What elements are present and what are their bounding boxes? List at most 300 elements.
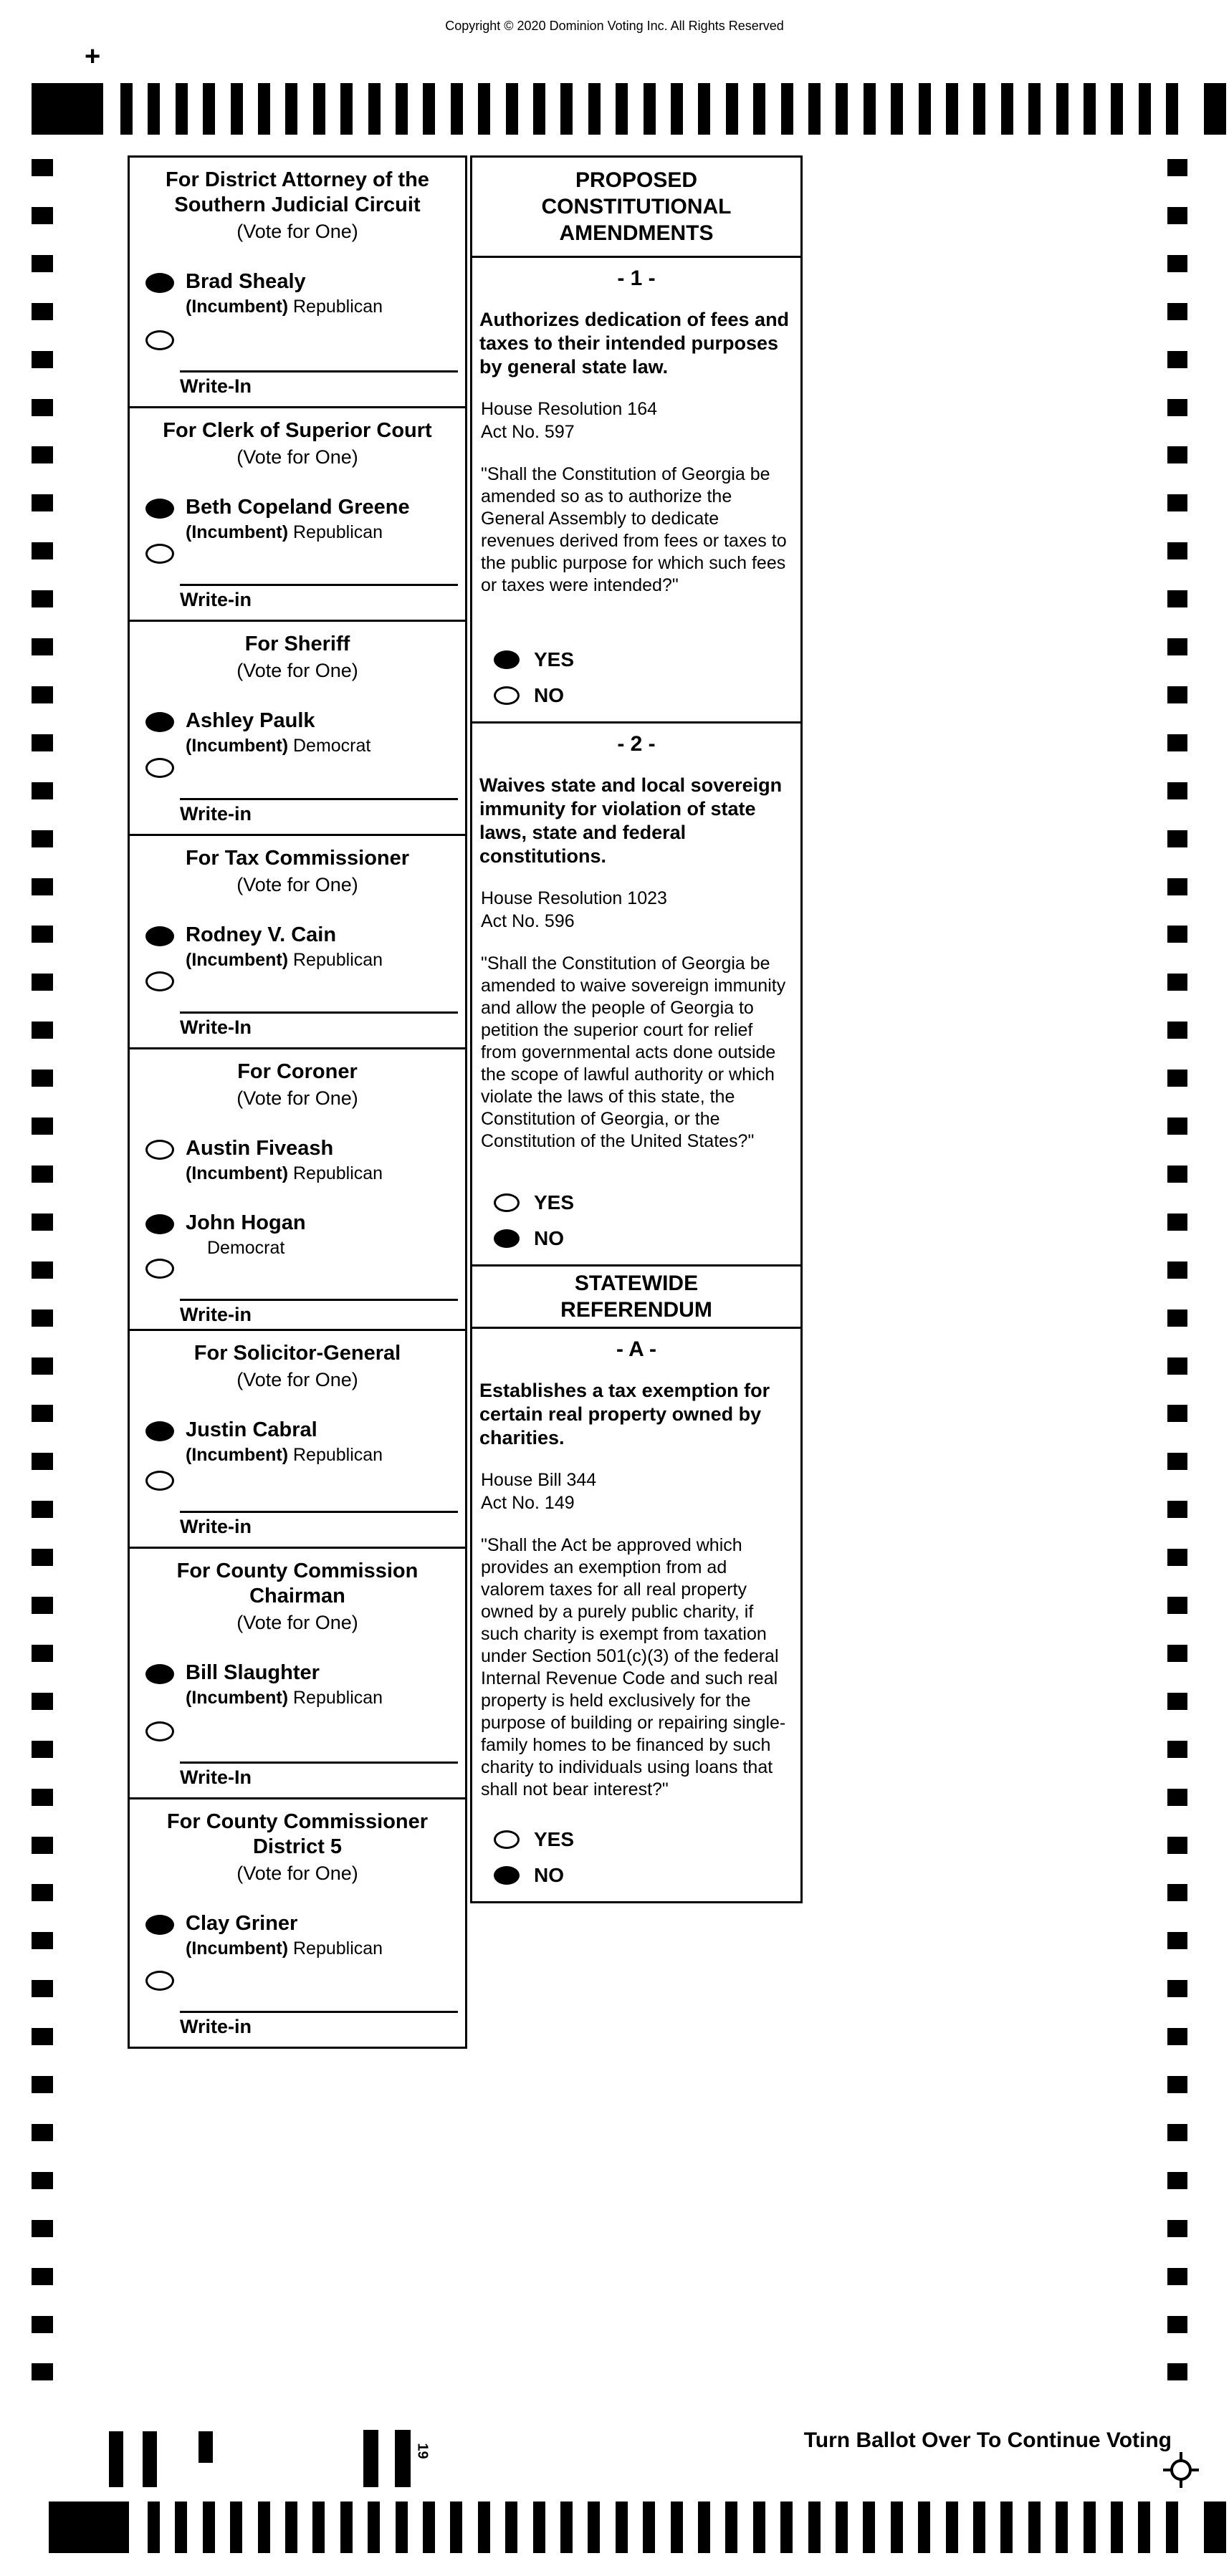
timing-mark	[946, 2501, 958, 2553]
measure-reference-line: Act No. 597	[481, 422, 575, 442]
timing-mark	[698, 2501, 710, 2553]
candidate-name: Clay Griner	[186, 1912, 298, 1935]
timing-mark	[231, 83, 243, 135]
measure-question: "Shall the Constitution of Georgia be amended to waive sovereign immunity and allow the people of Georgia to petition the superior court for relief from governmental acts done outside the scope of lawful authority or which violate the laws of this state, the Constitution of Georgia, or the Constitution of the United States?"	[481, 953, 786, 1151]
write-in-line[interactable]: Write-In	[180, 370, 458, 398]
candidate-row	[145, 1137, 465, 1184]
side-mark	[1167, 2268, 1187, 2285]
candidate-party	[186, 297, 383, 317]
incumbent-label: (Incumbent)	[186, 1938, 289, 1959]
timing-mark	[891, 2501, 903, 2553]
candidate-text	[186, 496, 410, 543]
timing-mark	[588, 83, 601, 135]
timing-mark	[1139, 83, 1151, 135]
measure-option-label: YES	[534, 1191, 575, 1213]
side-mark	[1167, 1261, 1187, 1279]
contest-title-line: For Clerk of Superior Court	[163, 419, 432, 442]
contest-2	[128, 622, 467, 836]
timing-mark	[258, 2501, 270, 2553]
write-in-line[interactable]: Write-in	[180, 1299, 458, 1326]
vote-for-one-label: (Vote for One)	[236, 446, 358, 468]
write-in-row	[145, 1721, 465, 1741]
side-mark	[32, 303, 53, 320]
timing-mark	[340, 2501, 353, 2553]
side-mark	[1167, 2124, 1187, 2141]
side-mark	[1167, 1597, 1187, 1614]
measure-reference-line: House Resolution 1023	[481, 888, 667, 908]
side-mark	[1167, 638, 1187, 655]
contest-title-line: For Solicitor-General	[193, 1342, 401, 1365]
party-label: Democrat	[207, 1238, 285, 1258]
stub-bar	[109, 2431, 123, 2487]
timing-mark	[1000, 2501, 1013, 2553]
side-mark	[1167, 2076, 1187, 2093]
timing-mark	[258, 83, 270, 135]
contest-title	[130, 846, 465, 871]
timing-mark	[478, 2501, 490, 2553]
write-in-line[interactable]: Write-In	[180, 1762, 458, 1789]
side-mark	[32, 159, 53, 176]
measure-option	[494, 648, 800, 671]
candidate-oval[interactable]	[145, 273, 174, 293]
vote-for-one-label: (Vote for One)	[236, 1863, 358, 1884]
side-mark	[32, 1501, 53, 1518]
measure-option-oval[interactable]	[494, 1229, 520, 1248]
measure-option-oval[interactable]	[494, 650, 520, 669]
candidate-oval[interactable]	[145, 1915, 174, 1935]
candidate-oval[interactable]	[145, 1140, 174, 1160]
measure-question: "Shall the Constitution of Georgia be amended so as to authorize the General Assembly to dedicate revenues derived from fees or taxes to the public purpose for which such fees or taxes were intended?"	[481, 464, 787, 595]
measures-header-line: PROPOSED	[575, 168, 698, 192]
side-mark	[1167, 494, 1187, 511]
write-in-row	[145, 758, 465, 778]
candidate-text	[186, 1211, 306, 1259]
contest-title	[130, 632, 465, 657]
write-in-line[interactable]: Write-in	[180, 584, 458, 611]
measure-option-label: YES	[534, 648, 575, 671]
timing-mark	[836, 83, 848, 135]
timing-mark	[148, 2501, 160, 2553]
party-label: Republican	[293, 1938, 383, 1959]
measure-summary: Establishes a tax exemption for certain real property owned by charities.	[479, 1380, 770, 1448]
write-in-oval[interactable]	[145, 758, 174, 778]
side-mark	[1167, 2220, 1187, 2237]
timing-mark	[203, 2501, 215, 2553]
contest-title	[130, 418, 465, 443]
timing-mark	[1166, 2501, 1178, 2553]
candidate-party	[186, 1445, 383, 1466]
measure-summary: Waives state and local sovereign immunity for violation of state laws, state and federal constitutions.	[479, 774, 783, 867]
incumbent-label: (Incumbent)	[186, 736, 289, 756]
measures-header-line: CONSTITUTIONAL	[541, 195, 732, 218]
timing-mark	[533, 83, 545, 135]
contest-3	[128, 836, 467, 1049]
party-label: Republican	[293, 1688, 383, 1708]
side-mark	[32, 1884, 53, 1901]
timing-block	[1204, 2501, 1226, 2553]
measure-4	[470, 1329, 803, 1903]
timing-mark	[891, 83, 903, 135]
candidate-name: Justin Cabral	[186, 1418, 317, 1441]
contest-title-line: For Sheriff	[244, 633, 350, 655]
timing-mark	[1084, 2501, 1096, 2553]
contest-title	[130, 1059, 465, 1085]
measure-option-label: NO	[534, 1227, 564, 1249]
side-mark	[32, 1261, 53, 1279]
measure-options	[494, 1815, 800, 1887]
timing-block	[1204, 83, 1226, 135]
side-mark	[1167, 399, 1187, 416]
measures-header-line: AMENDMENTS	[559, 221, 714, 245]
stub-bar	[199, 2431, 213, 2463]
side-mark	[1167, 782, 1187, 799]
timing-mark	[671, 83, 683, 135]
side-mark	[1167, 542, 1187, 559]
side-mark	[32, 2028, 53, 2045]
timing-mark	[698, 83, 710, 135]
candidate-name: John Hogan	[186, 1211, 306, 1234]
side-mark	[1167, 1741, 1187, 1758]
party-label: Republican	[293, 950, 383, 970]
vote-for-one-label: (Vote for One)	[236, 874, 358, 895]
timing-mark	[505, 2501, 517, 2553]
side-mark	[32, 878, 53, 895]
timing-mark	[1056, 2501, 1068, 2553]
party-label: Republican	[293, 297, 383, 317]
measure-option	[494, 1864, 800, 1887]
candidate-party	[186, 736, 370, 756]
timing-mark	[616, 2501, 628, 2553]
candidate-text	[186, 1912, 383, 1959]
measure-option	[494, 1828, 800, 1851]
side-mark	[1167, 351, 1187, 368]
candidate-party	[186, 1163, 383, 1184]
contest-5	[128, 1331, 467, 1549]
measure-reference-line: House Bill 344	[481, 1470, 597, 1490]
timing-mark	[781, 83, 793, 135]
contest-title	[130, 1559, 465, 1609]
measure-2	[470, 724, 803, 1267]
contest-6	[128, 1549, 467, 1799]
side-mark	[1167, 1980, 1187, 1997]
side-mark	[32, 926, 53, 943]
candidate-row	[145, 1418, 465, 1466]
incumbent-label: (Incumbent)	[186, 297, 289, 317]
write-in-row	[145, 330, 465, 350]
timing-mark	[864, 83, 876, 135]
side-mark	[32, 1980, 53, 1997]
candidate-name: Ashley Paulk	[186, 709, 315, 732]
side-mark	[32, 830, 53, 847]
contest-title-line: For County Commissioner	[166, 1810, 429, 1833]
side-mark	[1167, 2172, 1187, 2189]
side-mark	[32, 2316, 53, 2333]
contest-title-line: For Tax Commissioner	[185, 847, 410, 870]
candidate-party	[186, 1938, 383, 1959]
timing-mark	[560, 2501, 573, 2553]
timing-mark	[176, 83, 188, 135]
write-in-row	[145, 1471, 465, 1491]
timing-mark	[423, 83, 435, 135]
registration-plus-mark: +	[85, 42, 101, 72]
timing-mark	[1028, 2501, 1041, 2553]
side-mark	[32, 207, 53, 224]
measure-reference-line: House Resolution 164	[481, 399, 657, 419]
timing-mark	[451, 83, 463, 135]
timing-mark	[1111, 2501, 1123, 2553]
side-mark	[32, 1549, 53, 1566]
stub-bar	[143, 2431, 157, 2487]
timing-block	[49, 2501, 129, 2553]
timing-mark	[506, 83, 518, 135]
candidate-row	[145, 1661, 465, 1708]
timing-mark	[340, 83, 353, 135]
write-in-row	[145, 1971, 465, 1991]
candidate-name: Beth Copeland Greene	[186, 496, 410, 519]
measure-reference-line: Act No. 596	[481, 911, 575, 931]
candidate-oval[interactable]	[145, 1664, 174, 1684]
contest-1	[128, 408, 467, 622]
timing-mark	[753, 83, 765, 135]
side-mark	[32, 1693, 53, 1710]
measure-option	[494, 1227, 800, 1250]
write-in-row	[145, 971, 465, 991]
timing-mark	[1001, 83, 1013, 135]
measure-options	[494, 1178, 800, 1250]
side-mark	[32, 1070, 53, 1087]
write-in-oval[interactable]	[145, 330, 174, 350]
timing-mark	[643, 2501, 655, 2553]
contest-title-line: Chairman	[249, 1585, 345, 1607]
candidate-oval[interactable]	[145, 926, 174, 946]
side-mark	[1167, 207, 1187, 224]
measures-header	[470, 1267, 803, 1329]
measure-1	[470, 258, 803, 724]
measures-header-line: REFERENDUM	[560, 1298, 712, 1322]
candidate-oval[interactable]	[145, 1421, 174, 1441]
side-mark	[32, 351, 53, 368]
side-mark	[32, 1597, 53, 1614]
stub-number: 19	[414, 2443, 431, 2459]
write-in-row	[145, 1259, 465, 1279]
stub-bar	[395, 2430, 411, 2487]
side-mark	[32, 1405, 53, 1422]
candidate-row	[145, 923, 465, 971]
vote-for-one-label: (Vote for One)	[236, 660, 358, 681]
measure-options	[494, 635, 800, 707]
contest-column	[128, 155, 467, 2049]
side-mark	[1167, 303, 1187, 320]
party-label: Republican	[293, 522, 383, 542]
side-mark	[32, 1741, 53, 1758]
side-mark	[1167, 686, 1187, 703]
side-mark	[1167, 974, 1187, 991]
measure-option-oval[interactable]	[494, 1866, 520, 1885]
measure-option	[494, 1191, 800, 1214]
side-mark	[1167, 1549, 1187, 1566]
side-mark	[1167, 1357, 1187, 1375]
side-mark	[32, 2220, 53, 2237]
measure-references	[481, 887, 795, 933]
side-mark	[32, 734, 53, 751]
side-mark	[1167, 1789, 1187, 1806]
timing-mark	[1084, 83, 1096, 135]
incumbent-label: (Incumbent)	[186, 1688, 289, 1708]
timing-mark	[120, 83, 133, 135]
registration-target-icon	[1161, 2450, 1201, 2490]
candidate-text	[186, 709, 370, 756]
vote-for-one-label: (Vote for One)	[236, 1369, 358, 1390]
timing-mark	[863, 2501, 875, 2553]
timing-mark	[533, 2501, 545, 2553]
measure-option-label: YES	[534, 1828, 575, 1850]
measure-option-label: NO	[534, 684, 564, 706]
write-in-oval[interactable]	[145, 1971, 174, 1991]
side-mark	[1167, 1166, 1187, 1183]
write-in-line[interactable]: Write-in	[180, 1511, 458, 1538]
candidate-name: Brad Shealy	[186, 270, 306, 293]
measure-option-oval[interactable]	[494, 686, 520, 705]
timing-mark	[368, 2501, 380, 2553]
write-in-oval[interactable]	[145, 971, 174, 991]
contest-7	[128, 1799, 467, 2049]
timing-mark	[396, 83, 408, 135]
candidate-oval[interactable]	[145, 1214, 174, 1234]
party-label: Republican	[293, 1163, 383, 1183]
side-mark	[32, 1837, 53, 1854]
candidate-text	[186, 1661, 383, 1708]
candidate-name: Austin Fiveash	[186, 1137, 334, 1160]
timing-mark	[1056, 83, 1068, 135]
write-in-oval[interactable]	[145, 1721, 174, 1741]
timing-mark	[588, 2501, 600, 2553]
side-mark	[32, 2363, 53, 2380]
candidate-row	[145, 1211, 465, 1259]
side-mark	[1167, 1213, 1187, 1231]
side-mark	[1167, 2028, 1187, 2045]
timing-mark	[919, 83, 931, 135]
vote-for-one-label: (Vote for One)	[236, 221, 358, 242]
stub-bar	[363, 2430, 378, 2487]
vote-for-one-label: (Vote for One)	[236, 1612, 358, 1633]
contest-title-line: For District Attorney of the	[166, 168, 429, 191]
side-mark	[1167, 1932, 1187, 1949]
measure-summary: Authorizes dedication of fees and taxes to their intended purposes by general state law.	[479, 309, 790, 378]
measure-number: - 2 -	[617, 732, 656, 756]
candidate-row	[145, 1912, 465, 1959]
timing-mark	[148, 83, 160, 135]
timing-mark	[312, 2501, 325, 2553]
side-mark	[1167, 926, 1187, 943]
side-mark	[1167, 878, 1187, 895]
timing-mark	[808, 2501, 821, 2553]
timing-mark	[753, 2501, 765, 2553]
write-in-line[interactable]: Write-In	[180, 1011, 458, 1039]
candidate-text	[186, 270, 383, 317]
measures-column	[470, 155, 803, 1903]
timing-mark	[368, 83, 381, 135]
measure-reference-line: Act No. 149	[481, 1493, 575, 1513]
candidate-party	[186, 1238, 306, 1259]
contest-title-line: For County Commission	[176, 1559, 419, 1582]
side-mark	[1167, 734, 1187, 751]
incumbent-label: (Incumbent)	[186, 950, 289, 970]
side-mark	[1167, 830, 1187, 847]
party-label: Republican	[293, 1445, 383, 1465]
side-mark	[32, 446, 53, 463]
incumbent-label: (Incumbent)	[186, 522, 289, 542]
side-mark	[32, 255, 53, 272]
timing-mark	[1138, 2501, 1150, 2553]
write-in-line[interactable]: Write-in	[180, 798, 458, 825]
side-mark	[32, 1118, 53, 1135]
side-mark	[1167, 159, 1187, 176]
timing-mark	[671, 2501, 683, 2553]
side-mark	[32, 399, 53, 416]
measure-option-oval[interactable]	[494, 1830, 520, 1849]
timing-mark	[1166, 83, 1178, 135]
timing-mark	[478, 83, 490, 135]
contest-4	[128, 1049, 467, 1331]
candidate-row	[145, 496, 465, 543]
write-in-oval[interactable]	[145, 544, 174, 564]
side-mark	[32, 1645, 53, 1662]
side-mark	[1167, 1070, 1187, 1087]
candidate-row	[145, 270, 465, 317]
candidate-text	[186, 1418, 383, 1466]
contest-title-line: For Coroner	[237, 1060, 358, 1083]
timing-mark	[946, 83, 958, 135]
timing-mark	[644, 83, 656, 135]
copyright-text: Copyright © 2020 Dominion Voting Inc. All Rights Reserved	[445, 19, 784, 33]
timing-mark	[616, 83, 628, 135]
timing-mark	[725, 2501, 737, 2553]
measure-option-oval[interactable]	[494, 1193, 520, 1212]
incumbent-label: (Incumbent)	[186, 1445, 289, 1465]
side-mark	[32, 1453, 53, 1470]
side-mark	[1167, 1118, 1187, 1135]
side-mark	[32, 974, 53, 991]
timing-mark	[285, 2501, 297, 2553]
write-in-row	[145, 544, 465, 564]
candidate-party	[186, 522, 410, 543]
timing-block	[32, 83, 103, 135]
measure-number: - 1 -	[617, 266, 656, 290]
contest-title-line: District 5	[252, 1835, 343, 1858]
side-mark	[1167, 1693, 1187, 1710]
measure-number: - A -	[616, 1337, 657, 1361]
candidate-party	[186, 1688, 383, 1708]
write-in-oval[interactable]	[145, 1471, 174, 1491]
contest-title	[130, 1810, 465, 1860]
measure-option	[494, 684, 800, 707]
side-mark	[32, 590, 53, 607]
candidate-oval[interactable]	[145, 712, 174, 732]
side-mark	[32, 1022, 53, 1039]
measure-references	[481, 1469, 795, 1514]
candidate-oval[interactable]	[145, 499, 174, 519]
timing-mark	[560, 83, 573, 135]
timing-mark	[313, 83, 325, 135]
timing-mark	[285, 83, 297, 135]
party-label: Democrat	[293, 736, 371, 756]
side-mark	[1167, 1405, 1187, 1422]
candidate-party	[186, 950, 383, 971]
side-mark	[1167, 1837, 1187, 1854]
write-in-oval[interactable]	[145, 1259, 174, 1279]
write-in-line[interactable]: Write-in	[180, 2011, 458, 2038]
side-mark	[32, 638, 53, 655]
